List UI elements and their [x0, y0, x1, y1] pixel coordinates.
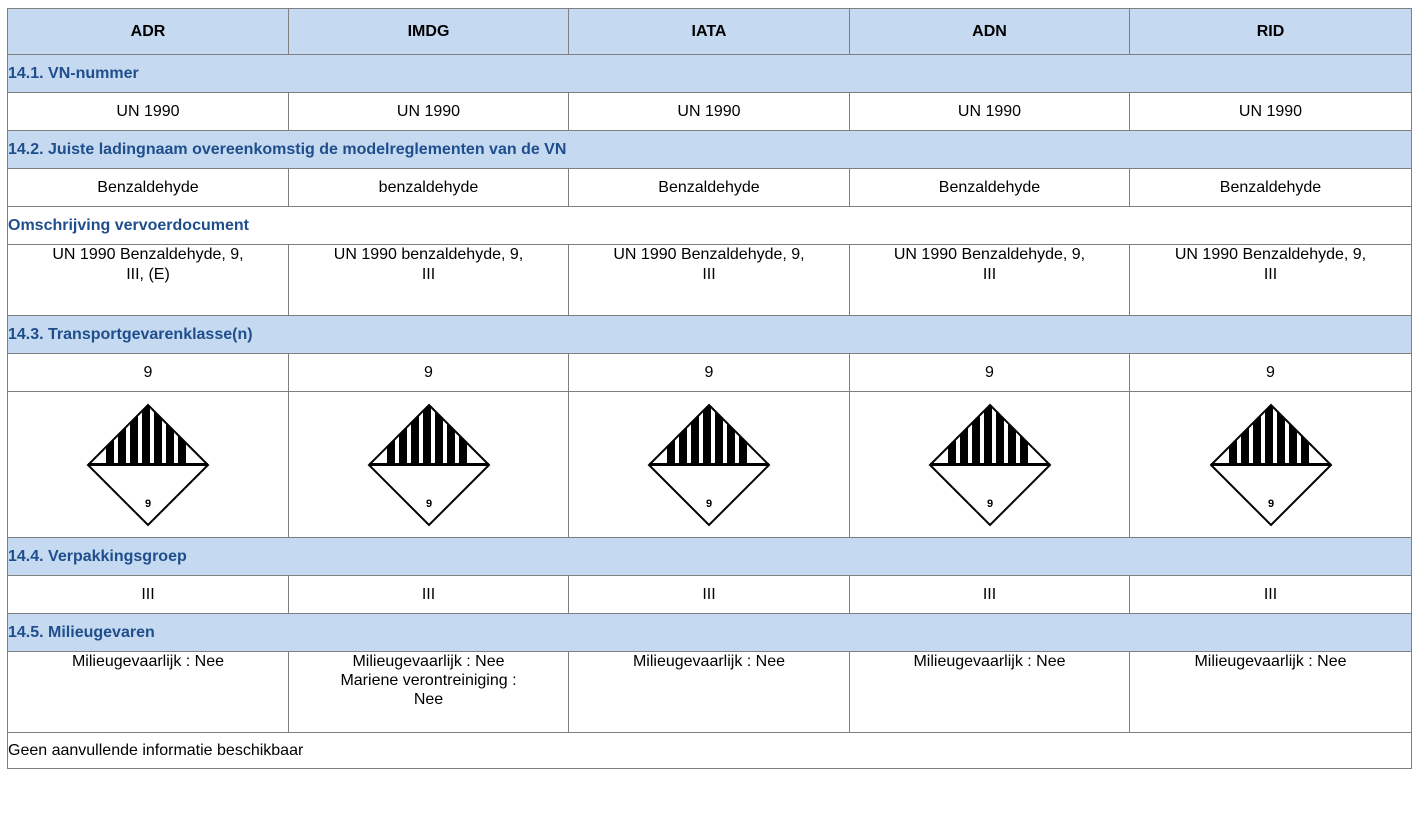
packing-group-iata: III: [569, 576, 850, 614]
packing-group-rid: III: [1130, 576, 1412, 614]
un-number-adr: UN 1990: [8, 93, 289, 131]
environmental-line: Nee: [413, 691, 444, 708]
environmental-line: Milieugevaarlijk : Nee: [1194, 653, 1347, 670]
section-title-environmental: 14.5. Milieugevaren: [8, 614, 1412, 652]
shipping-name-imdg: benzaldehyde: [289, 169, 569, 207]
un-number-imdg: UN 1990: [289, 93, 569, 131]
hazard-class-adn: 9: [850, 354, 1130, 392]
transport-doc-imdg: [289, 245, 569, 316]
table-row: [8, 576, 1412, 614]
transport-doc-line: UN 1990 Benzaldehyde, 9,: [1174, 246, 1367, 263]
table-row: [8, 354, 1412, 392]
class-9-hazard-diamond-icon: [1209, 403, 1333, 527]
pictogram-cell-iata: [569, 392, 850, 538]
environmental-line: Milieugevaarlijk : Nee: [71, 653, 225, 670]
shipping-name-iata: Benzaldehyde: [569, 169, 850, 207]
column-header-rid: RID: [1130, 9, 1412, 55]
class-9-hazard-diamond-icon: [928, 403, 1052, 527]
pictogram-cell-rid: [1130, 392, 1412, 538]
section-title-packing-group: 14.4. Verpakkingsgroep: [8, 538, 1412, 576]
hazard-class-rid: 9: [1130, 354, 1412, 392]
shipping-name-rid: Benzaldehyde: [1130, 169, 1412, 207]
transport-doc-line: UN 1990 benzaldehyde, 9,: [333, 246, 524, 263]
environmental-adn: [850, 652, 1130, 733]
pictogram-cell-adr: [8, 392, 289, 538]
transport-doc-adn: [850, 245, 1130, 316]
transport-doc-line: III: [1263, 266, 1278, 283]
class-9-hazard-diamond-icon: [647, 403, 771, 527]
section-title-hazard-class: 14.3. Transportgevarenklasse(n): [8, 316, 1412, 354]
hazard-class-adr: 9: [8, 354, 289, 392]
transport-doc-line: III: [982, 266, 997, 283]
column-header-adn: ADN: [850, 9, 1130, 55]
class-9-hazard-diamond-icon: [86, 403, 210, 527]
environmental-iata: [569, 652, 850, 733]
packing-group-adr: III: [8, 576, 289, 614]
section-title-shipping-name: 14.2. Juiste ladingnaam overeenkomstig de modelreglementen van de VN: [8, 131, 1412, 169]
pictogram-cell-adn: [850, 392, 1130, 538]
transport-doc-line: III: [421, 266, 436, 283]
pictogram-row: [8, 392, 1412, 538]
section-title-un-number: 14.1. VN-nummer: [8, 55, 1412, 93]
packing-group-imdg: III: [289, 576, 569, 614]
shipping-name-adn: Benzaldehyde: [850, 169, 1130, 207]
environmental-imdg: [289, 652, 569, 733]
table-row: [8, 245, 1412, 316]
environmental-line: Mariene verontreiniging :: [340, 672, 517, 689]
column-header-adr: ADR: [8, 9, 289, 55]
column-header-iata: IATA: [569, 9, 850, 55]
hazard-class-iata: 9: [569, 354, 850, 392]
class-9-hazard-diamond-icon: [367, 403, 491, 527]
pictogram-class-number: 9: [705, 497, 713, 510]
pictogram-class-number: 9: [986, 497, 993, 510]
un-number-adn: UN 1990: [850, 93, 1130, 131]
pictogram-class-number: 9: [425, 497, 432, 510]
pictogram-class-number: 9: [1267, 497, 1274, 510]
transport-doc-line: UN 1990 Benzaldehyde, 9,: [893, 246, 1086, 263]
footer-note: Geen aanvullende informatie beschikbaar: [8, 733, 1412, 769]
table-row: [8, 93, 1412, 131]
environmental-line: Milieugevaarlijk : Nee: [913, 653, 1066, 670]
transport-doc-adr: [8, 245, 289, 316]
transport-doc-rid: [1130, 245, 1412, 316]
table-row: [8, 169, 1412, 207]
column-header-row: [8, 9, 1412, 55]
pictogram-class-number: 9: [144, 497, 152, 510]
transport-doc-iata: [569, 245, 850, 316]
transport-doc-line: UN 1990 Benzaldehyde, 9,: [613, 246, 805, 263]
packing-group-adn: III: [850, 576, 1130, 614]
environmental-line: Milieugevaarlijk : Nee: [352, 653, 505, 670]
un-number-rid: UN 1990: [1130, 93, 1412, 131]
column-header-imdg: IMDG: [289, 9, 569, 55]
environmental-line: Milieugevaarlijk : Nee: [632, 653, 786, 670]
section-title-transport-document: Omschrijving vervoerdocument: [8, 207, 1412, 245]
environmental-adr: [8, 652, 289, 733]
pictogram-cell-imdg: [289, 392, 569, 538]
transport-doc-line: UN 1990 Benzaldehyde, 9,: [52, 246, 244, 263]
transport-table: [7, 8, 1412, 769]
hazard-class-imdg: 9: [289, 354, 569, 392]
un-number-iata: UN 1990: [569, 93, 850, 131]
transport-doc-line: III, (E): [126, 266, 170, 283]
shipping-name-adr: Benzaldehyde: [8, 169, 289, 207]
environmental-rid: [1130, 652, 1412, 733]
table-row: [8, 652, 1412, 733]
transport-doc-line: III: [702, 266, 716, 283]
